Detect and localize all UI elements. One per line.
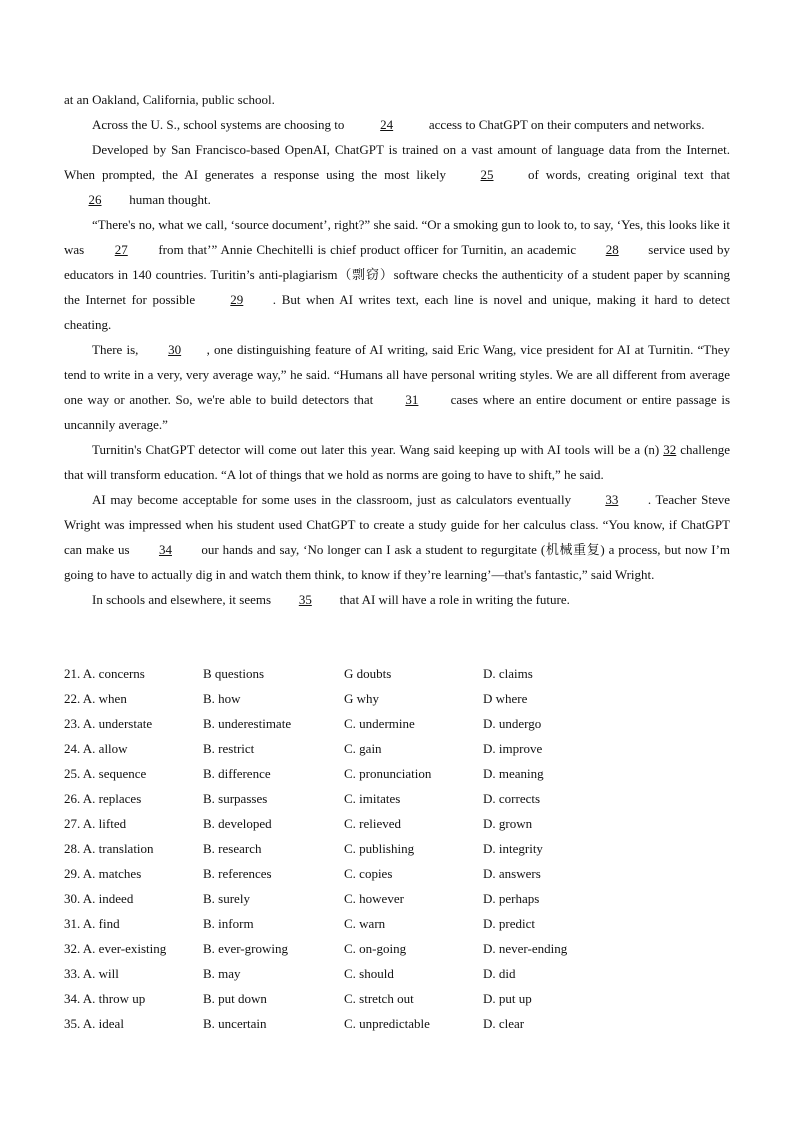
option-b: B. ever-growing <box>203 940 288 956</box>
option-a: 24. A. allow <box>64 740 128 756</box>
option-d: D. put up <box>483 990 532 1006</box>
option-c: G why <box>344 690 380 706</box>
question-row <box>64 911 730 936</box>
blank-29: 29 <box>230 292 244 307</box>
option-b: B. surely <box>203 890 250 906</box>
option-b: B. developed <box>203 815 272 831</box>
option-b: B. how <box>203 690 241 706</box>
question-row <box>64 961 730 986</box>
option-a: 31. A. find <box>64 915 120 931</box>
blank-24: 24 <box>380 117 394 132</box>
answer-options <box>64 661 730 1036</box>
option-a: 30. A. indeed <box>64 890 134 906</box>
option-b: B. underestimate <box>203 715 292 731</box>
paragraph-0: at an Oakland, California, public school. <box>64 92 275 107</box>
paragraph-6: AI may become acceptable for some uses in the classroom, just as calculators eventually 33 . Teacher Steve Wright was impressed when his student used ChatGPT to create a study guide for her calculus class. “You know, if ChatGPT can make us 34 our hands and say, ‘No longer can I ask a student to regurgitate (机械重复) a process, but now I’m going to have to actually dig in and watch them think, to know if they’re learning’—that's fantastic,” said Wright. <box>64 487 730 587</box>
option-c: C. unpredictable <box>344 1015 430 1031</box>
blank-35: 35 <box>298 592 312 607</box>
blank-32: 32 <box>663 442 677 457</box>
option-b: B. surpasses <box>203 790 268 806</box>
paragraph-2: Developed by San Francisco-based OpenAI, ChatGPT is trained on a vast amount of language data from the Internet. When prompted, the AI generates a response using the most likely 25 of words, creating original text that 26 human thought. <box>64 137 730 212</box>
option-d: D. did <box>483 965 516 981</box>
option-a: 26. A. replaces <box>64 790 142 806</box>
question-row <box>64 761 730 786</box>
blank-27: 27 <box>114 242 128 257</box>
option-d: D. improve <box>483 740 543 756</box>
option-c: C. gain <box>344 740 382 756</box>
option-b: B. uncertain <box>203 1015 267 1031</box>
option-d: D. answers <box>483 865 541 881</box>
passage <box>64 87 730 612</box>
question-row <box>64 661 730 686</box>
paragraph-7: In schools and elsewhere, it seems 35 that AI will have a role in writing the future. <box>64 587 730 612</box>
option-d: D where <box>483 690 528 706</box>
option-c: C. however <box>344 890 404 906</box>
option-a: 35. A. ideal <box>64 1015 124 1031</box>
option-c: C. stretch out <box>344 990 414 1006</box>
question-row <box>64 936 730 961</box>
question-row <box>64 986 730 1011</box>
paragraph-4: There is, 30 , one distinguishing feature of AI writing, said Eric Wang, vice president for AI at Turnitin. “They tend to write in a very, very average way,” he said. “Humans all have personal writing styles. We are all different from average one way or another. So, we're able to build detectors that 31 cases where an entire document or entire passage is uncannily average.” <box>64 337 730 437</box>
option-b: B. may <box>203 965 241 981</box>
option-a: 22. A. when <box>64 690 127 706</box>
option-d: D. clear <box>483 1015 525 1031</box>
option-c: C. copies <box>344 865 393 881</box>
option-a: 28. A. translation <box>64 840 154 856</box>
option-b: B. inform <box>203 915 254 931</box>
option-c: C. on-going <box>344 940 407 956</box>
option-d: D. predict <box>483 915 535 931</box>
option-d: D. meaning <box>483 765 544 781</box>
option-a: 34. A. throw up <box>64 990 146 1006</box>
option-b: B. research <box>203 840 262 856</box>
option-a: 23. A. understate <box>64 715 153 731</box>
option-a: 33. A. will <box>64 965 119 981</box>
option-a: 21. A. concerns <box>64 665 145 681</box>
option-c: C. warn <box>344 915 386 931</box>
option-c: G doubts <box>344 665 392 681</box>
option-c: C. undermine <box>344 715 415 731</box>
paragraph-1: Across the U. S., school systems are choosing to 24 access to ChatGPT on their computers and networks. <box>64 112 730 137</box>
option-b: B. difference <box>203 765 271 781</box>
question-row <box>64 786 730 811</box>
option-d: D. claims <box>483 665 533 681</box>
option-a: 27. A. lifted <box>64 815 127 831</box>
question-row <box>64 861 730 886</box>
question-row <box>64 836 730 861</box>
option-d: D. perhaps <box>483 890 540 906</box>
option-d: D. corrects <box>483 790 541 806</box>
option-b: B. restrict <box>203 740 255 756</box>
blank-34: 34 <box>158 542 172 557</box>
question-row <box>64 686 730 711</box>
blank-26: 26 <box>88 192 102 207</box>
blank-25: 25 <box>480 167 494 182</box>
option-c: C. relieved <box>344 815 402 831</box>
option-a: 29. A. matches <box>64 865 142 881</box>
blank-28: 28 <box>605 242 619 257</box>
blank-33: 33 <box>605 492 619 507</box>
question-row <box>64 886 730 911</box>
paragraph-5: Turnitin's ChatGPT detector will come out later this year. Wang said keeping up with AI tools will be a (n) 32 challenge that will transform education. “A lot of things that we hold as norms are going to have to shift,” he said. <box>64 437 730 487</box>
option-a: 32. A. ever-existing <box>64 940 167 956</box>
option-d: D. grown <box>483 815 533 831</box>
option-b: B. references <box>203 865 272 881</box>
paragraph-3: “There's no, what we call, ‘source document’, right?” she said. “Or a smoking gun to look to, to say, ‘Yes, this looks like it was 27 from that’” Annie Chechitelli is chief product officer for Turnitin, an academic 28 service used by educators in 140 countries. Turitin’s anti-plagiarism（剽窃）software checks the authenticity of a student paper by scanning the Internet for possible 29 . But when AI writes text, each line is novel and unique, making it hard to detect cheating. <box>64 217 731 332</box>
option-c: C. should <box>344 965 394 981</box>
question-row <box>64 811 730 836</box>
option-c: C. imitates <box>344 790 401 806</box>
option-b: B. put down <box>203 990 267 1006</box>
option-c: C. publishing <box>344 840 415 856</box>
question-row <box>64 711 730 736</box>
option-d: D. integrity <box>483 840 543 856</box>
blank-30: 30 <box>168 342 182 357</box>
option-d: D. undergo <box>483 715 542 731</box>
option-d: D. never-ending <box>483 940 568 956</box>
blank-31: 31 <box>405 392 419 407</box>
question-row <box>64 1011 730 1036</box>
option-c: C. pronunciation <box>344 765 432 781</box>
option-a: 25. A. sequence <box>64 765 147 781</box>
option-b: B questions <box>203 665 265 681</box>
question-row <box>64 736 730 761</box>
